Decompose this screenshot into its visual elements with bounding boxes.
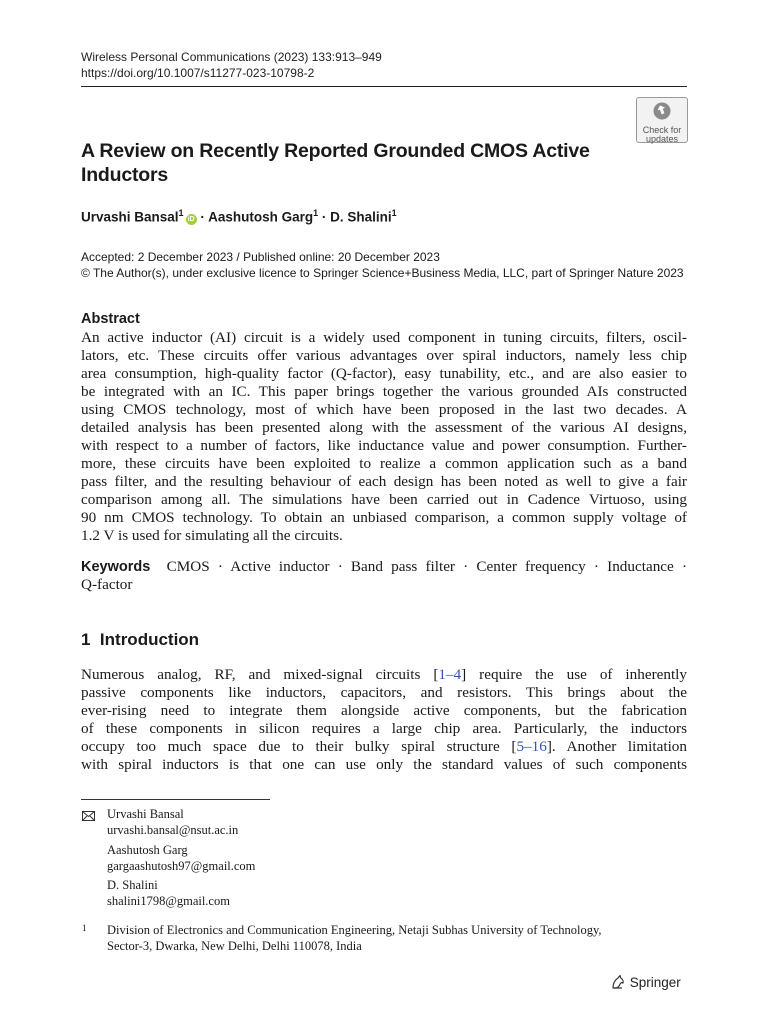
contact-email[interactable]: urvashi.bansal@nsut.ac.in: [107, 822, 239, 837]
header-rule: [81, 86, 687, 87]
keywords-block: [81, 558, 687, 594]
intro-line: of these components in silicon requires a large chip area. Particularly, the inductors: [81, 720, 687, 737]
abstract-line: with respect to a number of factors, like inductance value and power consumption. Further-: [81, 437, 687, 454]
author-affiliation-marker: 1: [178, 208, 184, 218]
check-for-updates-badge[interactable]: [636, 97, 688, 143]
contact-email[interactable]: shalini1798@gmail.com: [107, 893, 230, 908]
author-name[interactable]: Urvashi Bansal: [81, 209, 179, 225]
publication-dates: Accepted: 2 December 2023 / Published online: 20 December 2023: [81, 250, 440, 264]
keywords-line-1: [81, 558, 687, 576]
check-for-updates-icon: [652, 101, 672, 121]
title-line-1: A Review on Recently Reported Grounded CMOS Active: [81, 140, 590, 162]
contact-email[interactable]: gargaashutosh97@gmail.com: [107, 858, 256, 873]
section-number: 1: [81, 630, 91, 649]
intro-line: ever-rising need to integrate them alongside active components, but the fabrication: [81, 702, 687, 719]
intro-text: ] require the use of inherently: [461, 666, 687, 683]
contact-name: D. Shalini: [107, 878, 158, 892]
abstract-line: more, these circuits have been exploited to realize a common application such as a band: [81, 455, 687, 472]
keywords-label: Keywords: [81, 559, 151, 575]
citation-link[interactable]: 1–4: [438, 666, 462, 683]
affiliation: [107, 923, 687, 954]
affiliation-line-2: Sector-3, Dwarka, New Delhi, Delhi 110078, India: [107, 938, 362, 953]
citation-link[interactable]: 5–16: [516, 738, 547, 755]
publisher-name: Springer: [629, 975, 681, 990]
author-separator: ·: [200, 209, 205, 225]
abstract-line: comparison among all. The simulations have been carried out in Cadence Virtuoso, using: [81, 491, 687, 508]
author-name[interactable]: D. Shalini: [330, 209, 392, 225]
author-name[interactable]: Aashutosh Garg: [208, 209, 314, 225]
keywords-line-2: Q-factor: [81, 576, 133, 593]
abstract-line: pass filter, and the resulting behaviour of each design has been noted as well to give a fair: [81, 473, 687, 490]
title-line-2: Inductors: [81, 164, 169, 186]
check-badge-line2: updates: [645, 134, 679, 144]
author-list: [81, 208, 397, 225]
envelope-icon: [82, 811, 95, 821]
abstract-line: lators, etc. These circuits offer various advantages over spiral inductors, namely less chip: [81, 347, 687, 364]
introduction-body: [81, 666, 687, 774]
corresponding-author: [107, 807, 238, 838]
abstract-line: detailed analysis has been presented along with the assessment of the various AI designs,: [81, 419, 687, 436]
intro-line: with spiral inductors is that one can use only the standard values of such components: [81, 756, 687, 773]
abstract-body: [81, 329, 687, 545]
author-separator: ·: [321, 209, 327, 225]
intro-text: occupy too much space due to their bulky spiral structure [: [81, 738, 517, 755]
affiliation-line-1: Division of Electronics and Communication Engineering, Netaji Subhas University of Technology,: [107, 923, 602, 937]
orcid-icon[interactable]: iD: [187, 215, 195, 223]
intro-line: [81, 738, 687, 756]
contact-name: Aashutosh Garg: [107, 843, 188, 857]
journal-citation: Wireless Personal Communications (2023) 133:913–949: [81, 50, 382, 64]
paper-title: [81, 139, 590, 187]
author-contact: [107, 878, 230, 909]
doi-link[interactable]: https://doi.org/10.1007/s11277-023-10798-2: [81, 66, 315, 80]
publisher-logo: [610, 974, 681, 990]
intro-text: ]. Another limitation: [546, 738, 687, 755]
section-heading: [81, 630, 199, 650]
section-title: Introduction: [99, 630, 200, 649]
check-badge-line1: Check for: [642, 125, 682, 135]
author-affiliation-marker: 1: [313, 208, 319, 218]
abstract-heading: Abstract: [81, 311, 140, 327]
copyright-notice: © The Author(s), under exclusive licence to Springer Science+Business Media, LLC, part of Springer Nature 2023: [81, 266, 684, 280]
abstract-line: be integrated with an IC. This paper brings together the various grounded AIs constructed: [81, 383, 687, 400]
abstract-line: using CMOS technology, most of which have been proposed in the last two decades. A: [81, 401, 687, 418]
footnote-rule: [81, 799, 270, 800]
abstract-line: 1.2 V is used for simulating all the circuits.: [81, 527, 343, 544]
contact-name: Urvashi Bansal: [107, 807, 184, 821]
abstract-line: 90 nm CMOS technology. To obtain an unbiased comparison, a common supply voltage of: [81, 509, 687, 526]
intro-text: Numerous analog, RF, and mixed-signal circuits [: [81, 666, 439, 683]
keywords-list: CMOS · Active inductor · Band pass filter · Center frequency · Inductance ·: [166, 558, 687, 575]
abstract-line: An active inductor (AI) circuit is a widely used component in tuning circuits, filters, oscil-: [81, 329, 687, 346]
intro-line: [81, 666, 687, 684]
intro-line: passive components like inductors, capacitors, and resistors. This brings about the: [81, 684, 687, 701]
author-contact: [107, 843, 255, 874]
springer-horse-icon: [610, 974, 626, 990]
author-affiliation-marker: 1: [391, 208, 397, 218]
affiliation-marker: 1: [82, 923, 87, 933]
abstract-line: area consumption, high-quality factor (Q-factor), easy tunability, etc., and are also easier to: [81, 365, 687, 382]
